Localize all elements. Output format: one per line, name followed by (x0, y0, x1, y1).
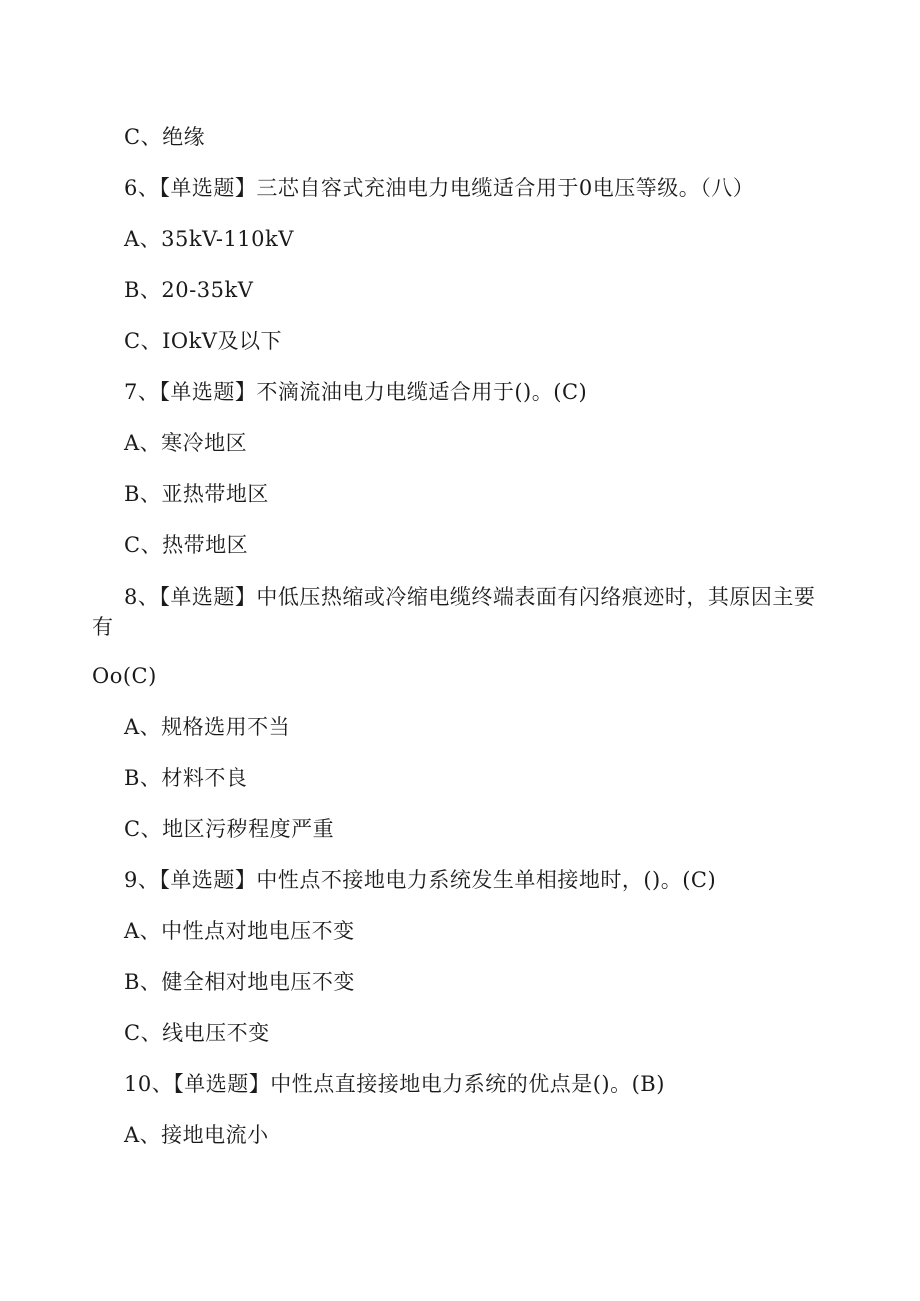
option-a-q6: A、35kV-110kV (124, 227, 294, 251)
question-8-continuation: Oo(C) (92, 664, 157, 688)
option-a-q7: A、寒冷地区 (124, 431, 248, 455)
option-b-q6: B、20-35kV (124, 278, 254, 302)
option-c-q9: C、线电压不变 (124, 1021, 270, 1045)
option-b-q7: B、亚热带地区 (124, 482, 269, 506)
question-6: 6、【单选题】三芯自容式充油电力电缆适合用于0电压等级。（八） (124, 176, 755, 200)
option-a-q10: A、接地电流小 (124, 1123, 269, 1147)
option-a-q9: A、中性点对地电压不变 (124, 919, 355, 943)
question-10: 10、【单选题】中性点直接接地电力系统的优点是()。(B) (124, 1072, 665, 1096)
option-c-q5: C、绝缘 (124, 125, 206, 149)
option-c-q8: C、地区污秽程度严重 (124, 817, 335, 841)
option-b-q8: B、材料不良 (124, 766, 248, 790)
option-a-q8: A、规格选用不当 (124, 715, 291, 739)
option-c-q6: C、IOkV及以下 (124, 329, 282, 353)
option-c-q7: C、热带地区 (124, 533, 249, 557)
question-8: 8、【单选题】中低压热缩或冷缩电缆终端表面有闪络痕迹时，其原因主要有 (92, 585, 816, 639)
question-9: 9、【单选题】中性点不接地电力系统发生单相接地时，()。(C) (124, 868, 717, 892)
question-7: 7、【单选题】不滴流油电力电缆适合用于()。(C) (124, 380, 588, 404)
option-b-q9: B、健全相对地电压不变 (124, 970, 355, 994)
